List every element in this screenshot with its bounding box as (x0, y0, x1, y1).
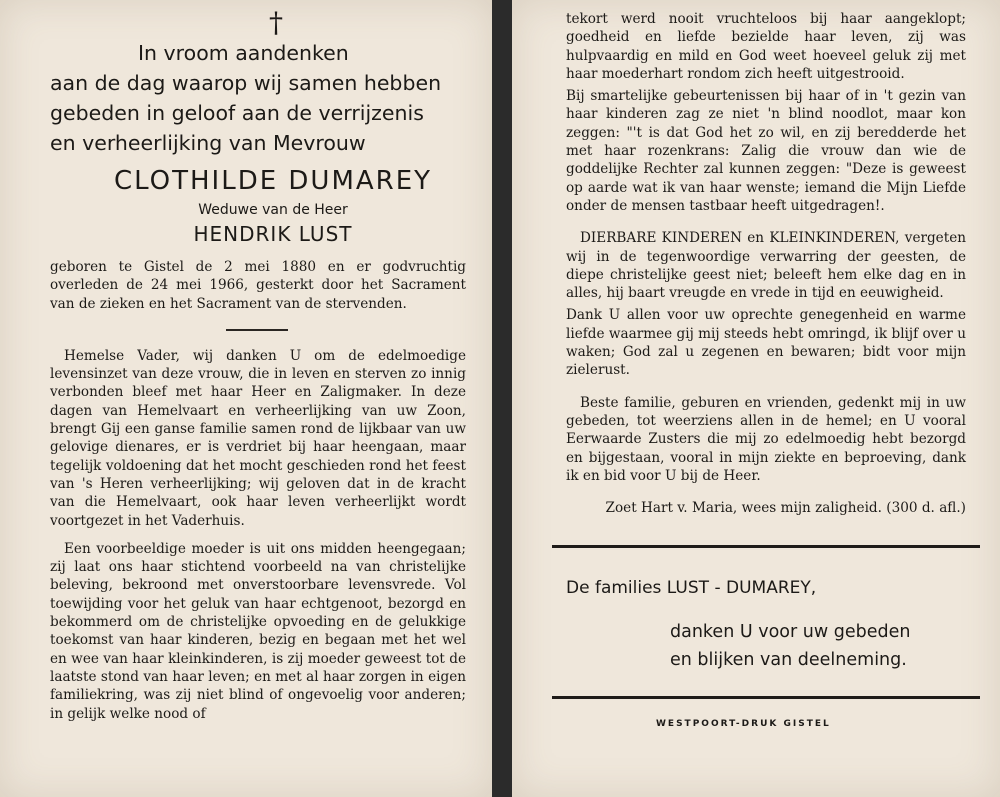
thanks-line-2: en blijken van deelneming. (670, 650, 907, 671)
divider (552, 696, 980, 699)
thanks-line-1: danken U voor uw gebeden (670, 622, 911, 643)
closing-prayer: Zoet Hart v. Maria, wees mijn zaligheid. (300 d. afl.) (605, 500, 966, 517)
divider (226, 329, 288, 331)
deceased-name: CLOTHILDE DUMAREY (113, 166, 433, 196)
birth-death-paragraph: geboren te Gistel de 2 mei 1880 en er godvruchtig overleden de 24 mei 1966, gesterkt door het Sacrament van de zieken en het Sacrament van de stervenden. (50, 259, 466, 312)
memorial-heading (50, 38, 466, 158)
family-paragraph: Beste familie, geburen en vrienden, gedenkt mij in uw gebeden, tot weerziens allen in de hemel; en U vooral Eerwaarde Zusters die mij zo edelmoedig hebt bezorgd en bijgestaan, vooral in mijn ziekte en beproeving, dank ik en bid voor U bij de Heer. (566, 394, 966, 484)
heading-line-2: aan de dag waarop wij samen hebben (50, 71, 442, 95)
right-page (512, 0, 1000, 797)
prayer-paragraph: Hemelse Vader, wij danken U om de edelmoedige levensinzet van deze vrouw, die in leven en sterven zo innig verbonden bleef met haar Heer en Zaligmaker. In deze dagen van Hemelvaart en verheerlijking van uw Zoon, brengt Gij een ganse familie samen rond de lijkbaar van uw gelovige dienares, er is verdriet bij haar heengaan, maar tegelijk voldoening dat het mocht geschieden rond het feest van 's Heren verheerlijking; wij geloven dat in de kracht van die Hemelvaart, ook haar leven verheerlijkt wordt voortgezet in het Vaderhuis. (50, 347, 466, 529)
divider (552, 545, 980, 548)
printer-imprint: WESTPOORT-DRUK GISTEL (656, 719, 831, 730)
children-paragraph: DIERBARE KINDEREN en KLEINKINDEREN, vergeten wij in de tegenwoordige verwarring der geesten, de diepe christelijke geest niet; beleeft hem elke dag en in alles, hij baart vreugde en vrede in tijd en eeuwigheid. (566, 230, 966, 302)
heading-line-3: gebeden in geloof aan de verrijzenis (50, 101, 424, 125)
heading-line-4: en verheerlijking van Mevrouw (50, 131, 366, 155)
families-line: De families LUST - DUMAREY, (566, 578, 817, 599)
heading-line-1: In vroom aandenken (138, 41, 349, 65)
mother-paragraph: Een voorbeeldige moeder is uit ons midden heengegaan; zij laat ons haar stichtend voorbeeld na van christelijke beleving, bekroond met onverstoorbare levensvrede. Vol toewijding voor het geluk van haar echtgenoot, bezorgd en bekommerd om de christelijke opvoeding en de gelukkige toekomst van haar kinderen, bezig en begaan met het wel en wee van haar kleinkinderen, is zij moeder geweest tot de laatste stond van haar leven; en met al haar zorgen in eigen familiekring, was zij niet blind of ongevoelig voor anderen; in gelijk welke nood of (50, 540, 466, 722)
continuation-paragraph: tekort werd nooit vruchteloos bij haar aangeklopt; goedheid en liefde bezielde haar leven, zij was hulpvaardig en mild en God weet hoeveel geluk zij met haar moederhart rondom zich heeft uitgestrooid. (566, 11, 966, 82)
suffering-paragraph: Bij smartelijke gebeurtenissen bij haar of in 't gezin van haar kinderen zag ze niet 'n blind noodlot, maar kon zeggen: "'t is dat God het zo wil, en zij beredderde het met haar rozenkrans: Zalig die vrouw dan wie de goddelijke Rechter zal kunnen zeggen: "Deze is geweest op aarde wat ik van haar wenste; iemand die Mijn Liefde onder de mensen tastbaar heeft uitgedragen!. (566, 88, 966, 214)
left-page (0, 0, 492, 797)
husband-name: HENDRIK LUST (193, 222, 353, 246)
gratitude-paragraph: Dank U allen voor uw oprechte genegenheid en warme liefde waarmee gij mij steeds hebt omringd, ik blijf over u waken; God zal u zegenen en bewaren; bidt voor mijn zielerust. (566, 307, 966, 379)
thanks-block (566, 618, 966, 674)
widow-line: Weduwe van de Heer (198, 202, 348, 218)
cross-icon: † (269, 6, 283, 39)
